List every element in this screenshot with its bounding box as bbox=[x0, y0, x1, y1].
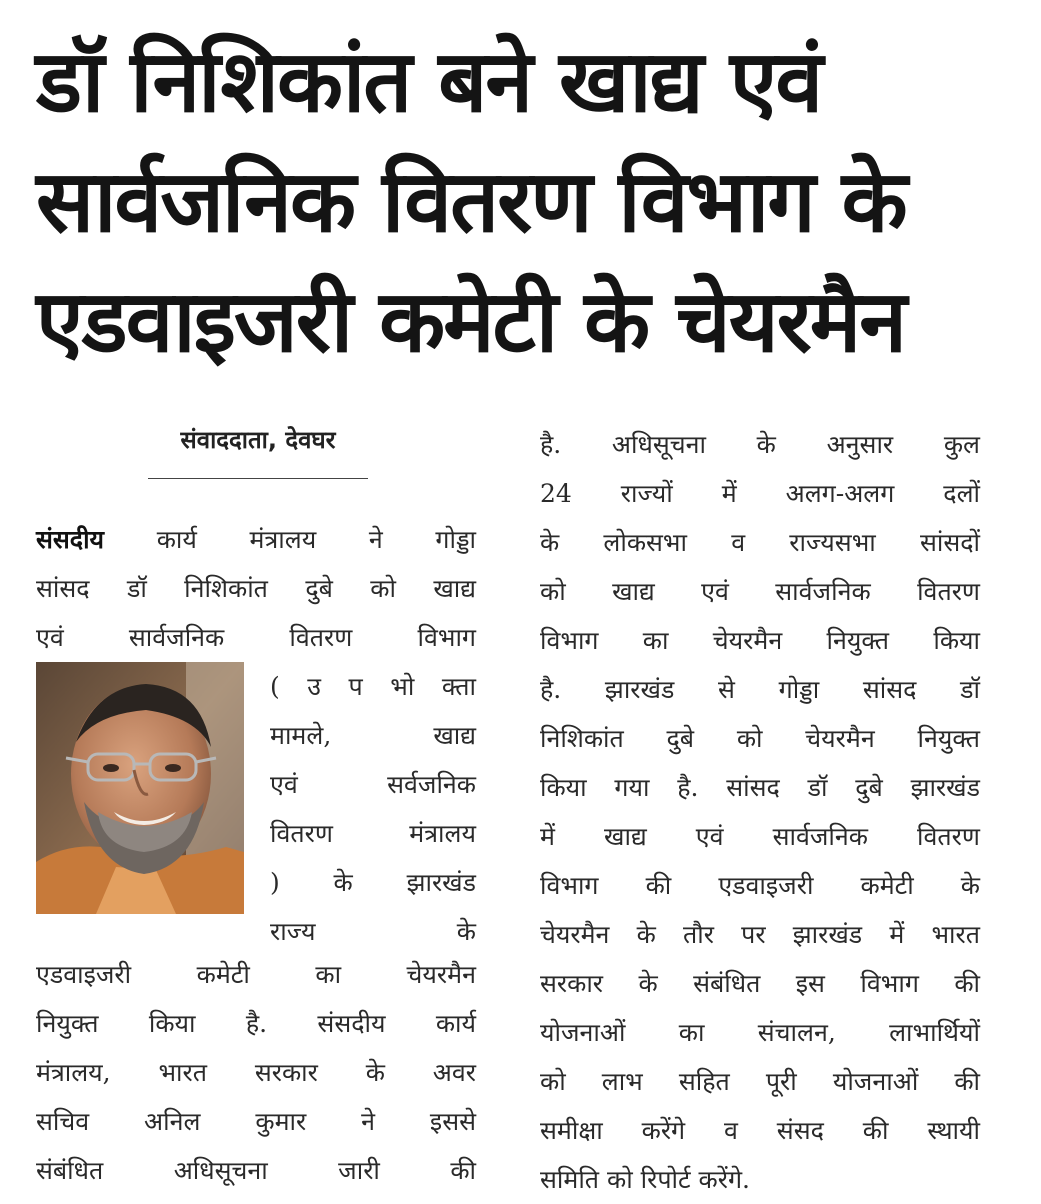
article-line: 24 राज्यों में अलग-अलग दलों bbox=[540, 479, 980, 508]
article-line: मामले, खाद्य bbox=[270, 721, 476, 750]
article-line: के लोकसभा व राज्यसभा सांसदों bbox=[540, 528, 980, 557]
article-line: को खाद्य एवं सार्वजनिक वितरण bbox=[540, 577, 980, 606]
lead-word: संसदीय bbox=[36, 525, 105, 554]
article-line: सचिव अनिल कुमार ने इससे bbox=[36, 1107, 476, 1136]
article-line: समीक्षा करेंगे व संसद की स्थायी bbox=[540, 1116, 980, 1145]
byline: संवाददाता, देवघर bbox=[180, 426, 336, 454]
right-column bbox=[540, 420, 980, 1204]
article-line: राज्य के bbox=[270, 917, 476, 946]
article-line: मंत्रालय, भारत सरकार के अवर bbox=[36, 1058, 476, 1087]
article-line: वितरण मंत्रालय bbox=[270, 819, 476, 848]
article-line: निशिकांत दुबे को चेयरमैन नियुक्त bbox=[540, 724, 980, 753]
article-line: एवं सार्वजनिक वितरण विभाग bbox=[36, 623, 476, 652]
article-line: है. झारखंड से गोड्डा सांसद डॉ bbox=[540, 675, 980, 704]
lead-line-rest: कार्य मंत्रालय ने गोड्डा bbox=[156, 525, 476, 554]
article-line: योजनाओं का संचालन, लाभार्थियों bbox=[540, 1018, 980, 1047]
article-line: है. अधिसूचना के अनुसार कुल bbox=[540, 430, 980, 459]
article-line: ) के झारखंड bbox=[270, 868, 476, 897]
article-line: एवं सर्वजनिक bbox=[270, 770, 476, 799]
article-line: में खाद्य एवं सार्वजनिक वितरण bbox=[540, 822, 980, 851]
article-line: चेयरमैन के तौर पर झारखंड में भारत bbox=[540, 920, 980, 949]
article-line: एडवाइजरी कमेटी का चेयरमैन bbox=[36, 960, 476, 989]
article-line: किया गया है. सांसद डॉ दुबे झारखंड bbox=[540, 773, 980, 802]
portrait-photo bbox=[36, 662, 244, 914]
article-line: ( उ प भो क्ता bbox=[270, 672, 476, 701]
article-line: संबंधित अधिसूचना जारी की bbox=[36, 1156, 476, 1185]
left-column-bottom bbox=[36, 950, 476, 1195]
article-line: समिति को रिपोर्ट करेंगे. bbox=[540, 1165, 750, 1194]
article-line: सांसद डॉ निशिकांत दुबे को खाद्य bbox=[36, 574, 476, 603]
article-line bbox=[36, 515, 476, 564]
article-line: को लाभ सहित पूरी योजनाओं की bbox=[540, 1067, 980, 1096]
article-line: नियुक्त किया है. संसदीय कार्य bbox=[36, 1009, 476, 1038]
headline-line-1: डॉ निशिकांत बने खाद्य एवं bbox=[36, 32, 822, 132]
article-line: विभाग की एडवाइजरी कमेटी के bbox=[540, 871, 980, 900]
headline bbox=[36, 22, 1016, 382]
byline-divider bbox=[148, 478, 368, 479]
headline-line-2: सार्वजनिक वितरण विभाग के bbox=[36, 152, 906, 252]
left-column-top bbox=[36, 515, 476, 662]
left-column-wrap bbox=[270, 662, 476, 956]
article-line: विभाग का चेयरमैन नियुक्त किया bbox=[540, 626, 980, 655]
article-line: सरकार के संबंधित इस विभाग की bbox=[540, 969, 980, 998]
headline-line-3: एडवाइजरी कमेटी के चेयरमैन bbox=[36, 272, 905, 372]
